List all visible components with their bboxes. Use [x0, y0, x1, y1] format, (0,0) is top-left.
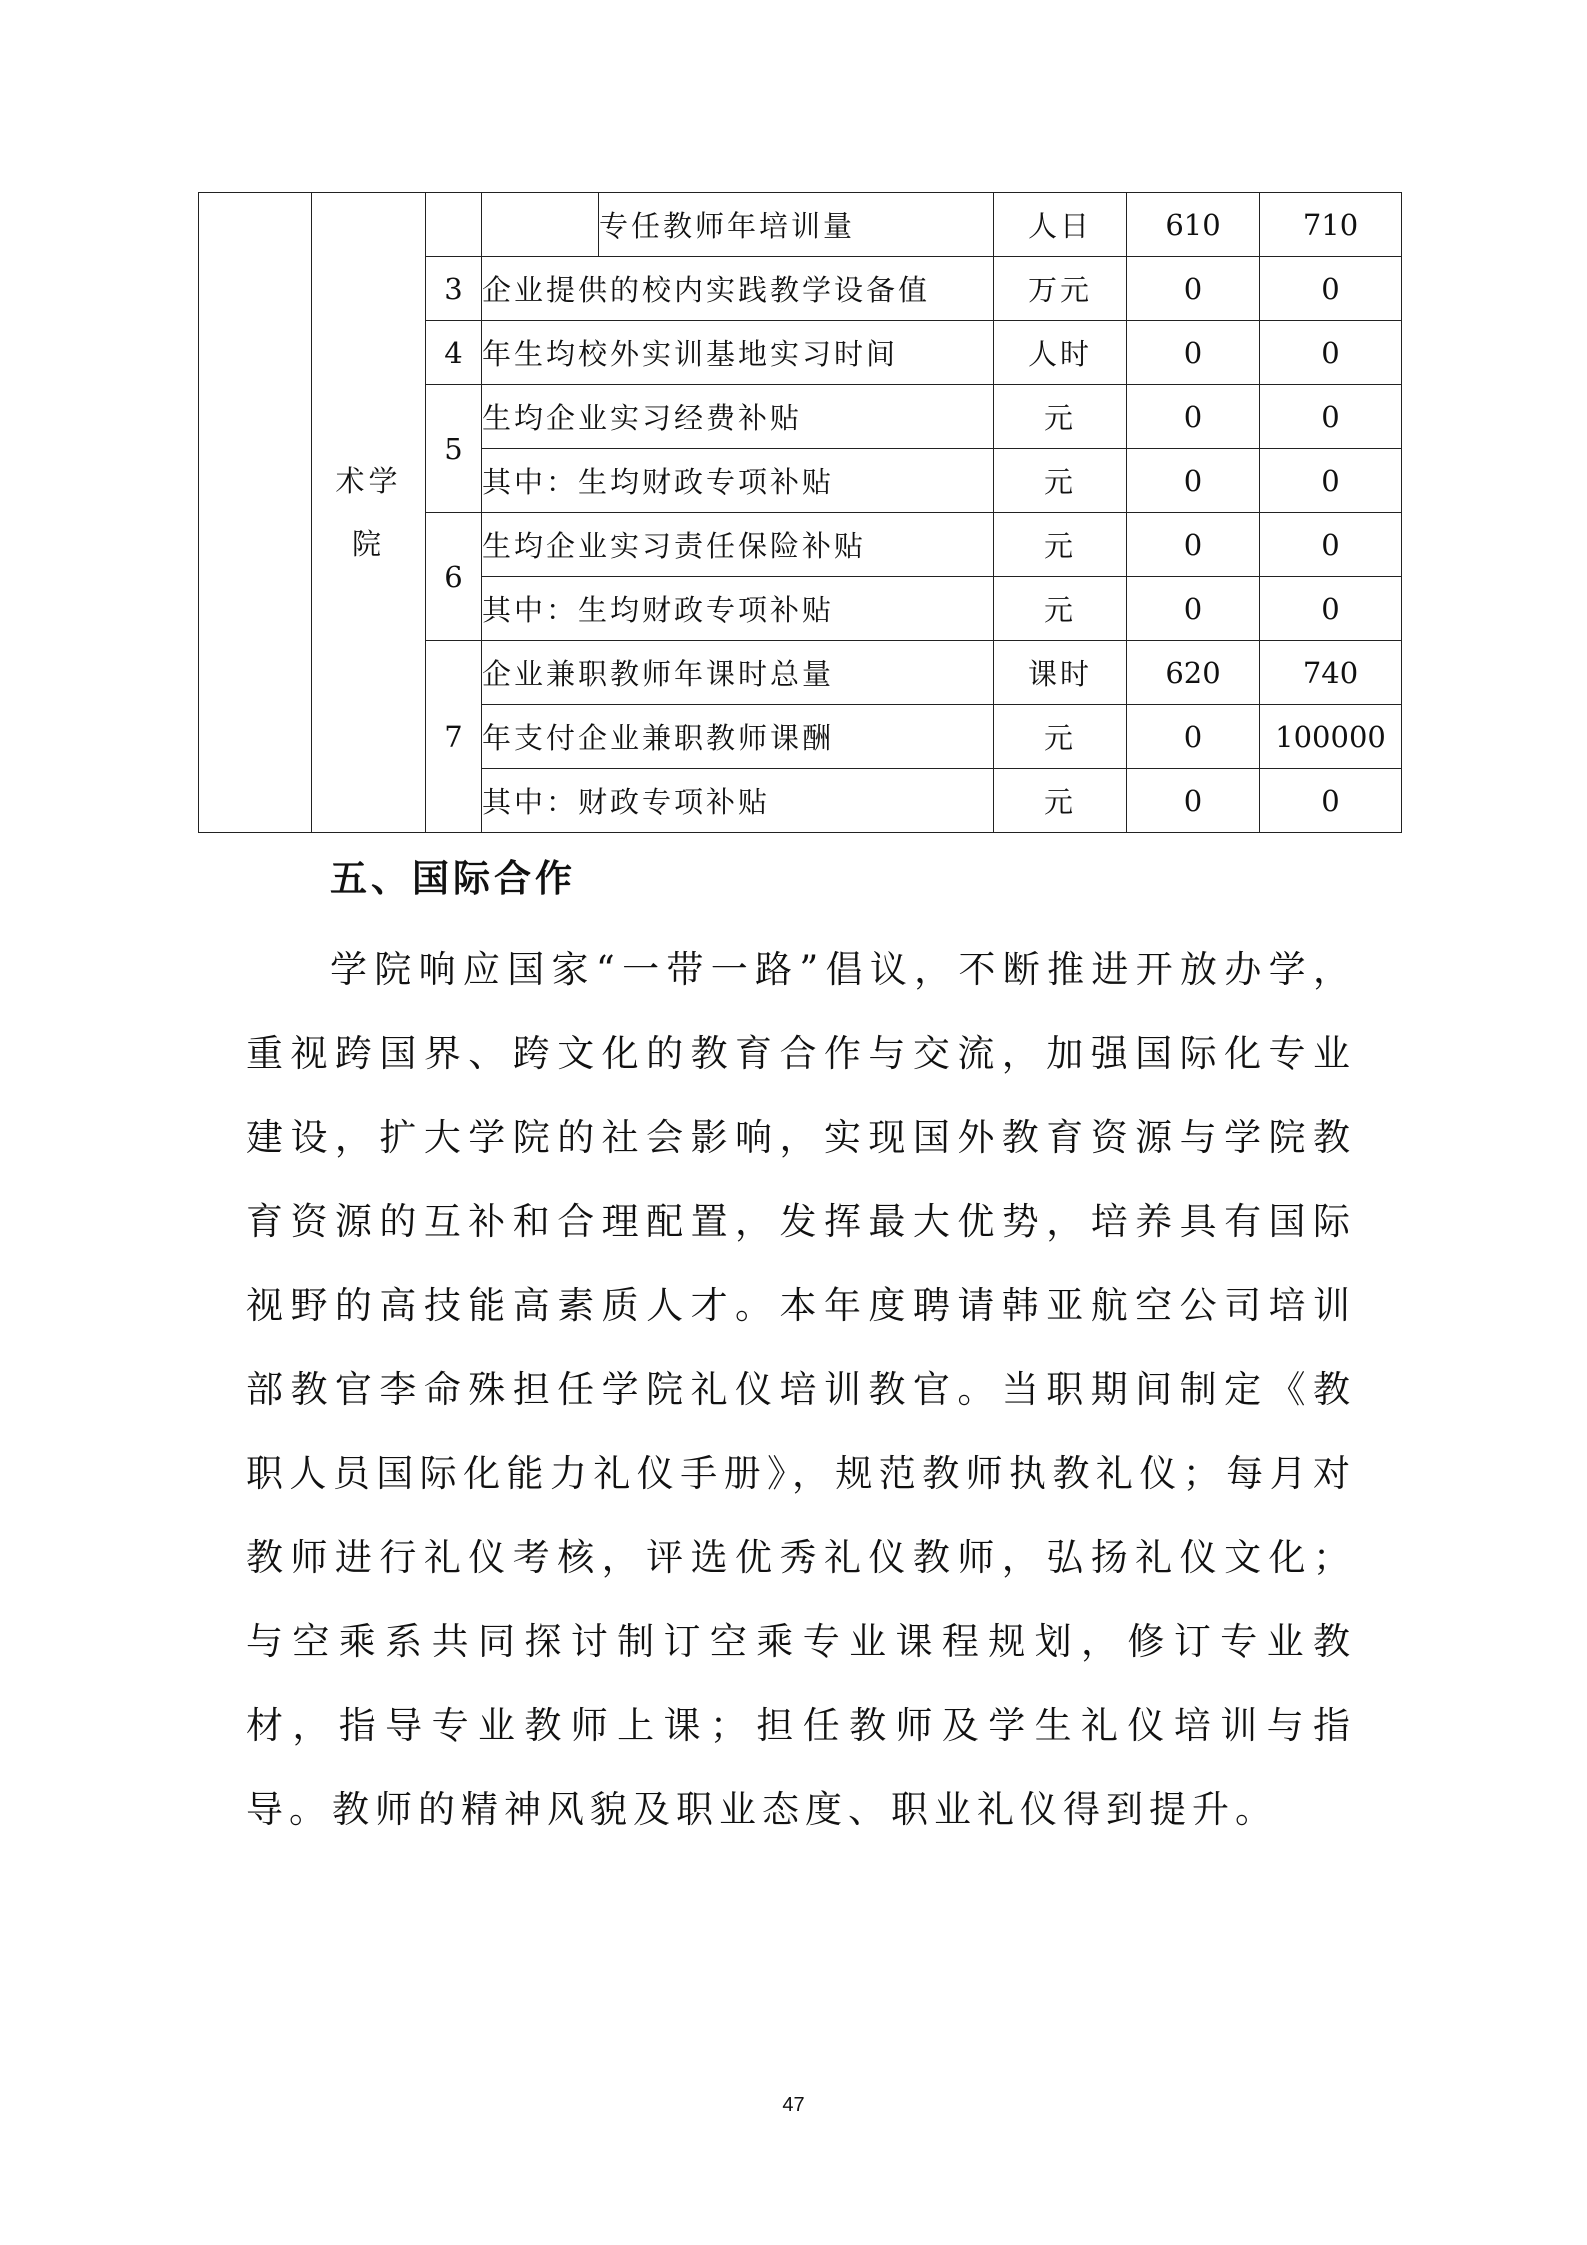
page-number: 47: [782, 2094, 805, 2116]
row-number: 3: [426, 257, 482, 321]
unit-cell: 元: [994, 449, 1127, 513]
unit-cell: 元: [994, 385, 1127, 449]
value-cell: 0: [1127, 385, 1260, 449]
value-cell: 0: [1127, 705, 1260, 769]
item-name: 企业提供的校内实践教学设备值: [482, 257, 994, 321]
value-cell: 0: [1127, 577, 1260, 641]
item-name: 年生均校外实训基地实习时间: [482, 321, 994, 385]
value-cell: 0: [1260, 385, 1402, 449]
value-cell: 100000: [1260, 705, 1402, 769]
value-cell: 0: [1260, 449, 1402, 513]
value-cell: 0: [1127, 321, 1260, 385]
section-paragraph: 学院响应国家“一带一路”倡议，不断推进开放办学，重视跨国界、跨文化的教育合作与交流，加强国际化专业建设，扩大学院的社会影响，实现国外教育资源与学院教育资源的互补和合理配置，发挥最大优势，培养具有国际视野的高技能高素质人才。本年度聘请韩亚航空公司培训部教官李命殊担任学院礼仪培训教官。当职期间制定《教职人员国际化能力礼仪手册》，规范教师执教礼仪；每月对教师进行礼仪考核，评选优秀礼仪教师，弘扬礼仪文化；与空乘系共同探讨制订空乘专业课程规划，修订专业教材，指导专业教师上课；担任教师及学生礼仪培训与指导。教师的精神风貌及职业态度、职业礼仪得到提升。: [246, 948, 1356, 1831]
row-number: 4: [426, 321, 482, 385]
unit-cell: 元: [994, 513, 1127, 577]
section-heading: 五、国际合作: [330, 857, 576, 900]
item-name: 年支付企业兼职教师课酬: [482, 705, 994, 769]
unit-cell: 万元: [994, 257, 1127, 321]
value-cell: 0: [1260, 577, 1402, 641]
value-cell: 610: [1127, 193, 1260, 257]
item-name: 生均企业实习经费补贴: [482, 385, 994, 449]
college-name-cell: [312, 193, 426, 833]
unit-cell: 元: [994, 705, 1127, 769]
value-cell: 740: [1260, 641, 1402, 705]
value-cell: 0: [1127, 449, 1260, 513]
item-name: 其中：财政专项补贴: [482, 769, 994, 833]
unit-cell: 人时: [994, 321, 1127, 385]
value-cell: 0: [1260, 513, 1402, 577]
row-number: 6: [426, 513, 482, 641]
value-cell: 0: [1260, 769, 1402, 833]
unit-cell: 课时: [994, 641, 1127, 705]
value-cell: 0: [1260, 321, 1402, 385]
sub-category-cell: [482, 193, 599, 257]
item-name: 企业兼职教师年课时总量: [482, 641, 994, 705]
college-name-part2: 院: [351, 526, 385, 561]
value-cell: 620: [1127, 641, 1260, 705]
row-number: [426, 193, 482, 257]
row-number: 7: [426, 641, 482, 833]
item-name: 其中：生均财政专项补贴: [482, 449, 994, 513]
unit-cell: 元: [994, 769, 1127, 833]
item-name: 其中：生均财政专项补贴: [482, 577, 994, 641]
data-table: [198, 192, 1402, 833]
item-name: 生均企业实习责任保险补贴: [482, 513, 994, 577]
value-cell: 0: [1260, 257, 1402, 321]
table-row: [199, 193, 1402, 257]
value-cell: 710: [1260, 193, 1402, 257]
value-cell: 0: [1127, 257, 1260, 321]
unit-cell: 人日: [994, 193, 1127, 257]
unit-cell: 元: [994, 577, 1127, 641]
item-name: 专任教师年培训量: [599, 193, 994, 257]
row-number: 5: [426, 385, 482, 513]
value-cell: 0: [1127, 769, 1260, 833]
college-name-part1: 术学: [335, 463, 402, 498]
value-cell: 0: [1127, 513, 1260, 577]
table-category-cell: [199, 193, 312, 833]
